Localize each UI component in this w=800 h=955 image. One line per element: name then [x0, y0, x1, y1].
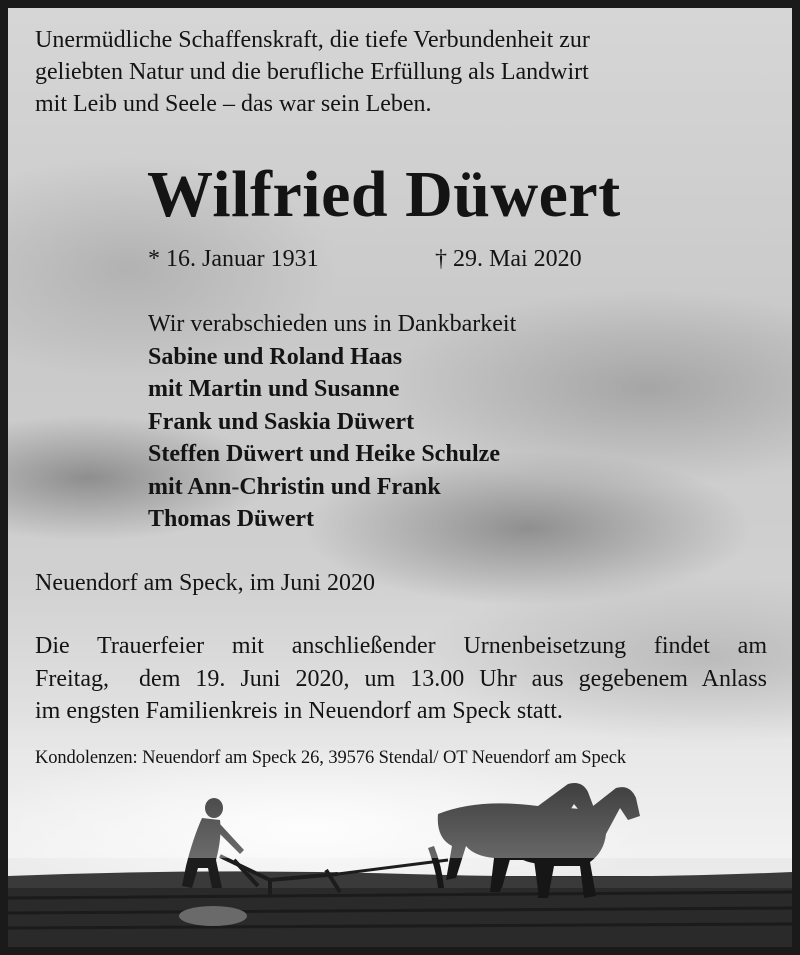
intro-line: geliebten Natur und die berufliche Erfüllung als Landwirt — [35, 59, 589, 85]
farewell-line: Wir verabschieden uns in Dankbarkeit — [148, 311, 517, 337]
death-date: † 29. Mai 2020 — [435, 246, 582, 272]
funeral-line: Freitag, dem 19. Juni 2020, um 13.00 Uhr aus gegebenem Anlass — [35, 665, 767, 692]
funeral-line: Die Trauerfeier mit anschließender Urnenbeisetzung findet am — [35, 633, 767, 659]
mourner-name: mit Martin und Susanne — [148, 376, 400, 402]
birth-date: * 16. Januar 1931 — [148, 246, 319, 272]
funeral-line: im engsten Familienkreis in Neuendorf am Speck statt. — [35, 698, 563, 724]
mourners-list — [148, 308, 516, 536]
deceased-name: Wilfried Düwert — [147, 158, 621, 231]
condolence-address: Kondolenzen: Neuendorf am Speck 26, 39576 Stendal/ OT Neuendorf am Speck — [35, 748, 626, 768]
mourner-name: Frank und Saskia Düwert — [148, 408, 415, 435]
mourner-name: mit Ann-Christin und Frank — [148, 473, 441, 500]
intro-line: mit Leib und Seele – das war sein Leben. — [35, 91, 432, 117]
place-and-date: Neuendorf am Speck, im Juni 2020 — [35, 570, 375, 596]
funeral-details — [35, 630, 767, 728]
intro-text — [35, 24, 755, 120]
mourner-name: Thomas Düwert — [148, 506, 314, 532]
intro-line: Unermüdliche Schaffenskraft, die tiefe Verbundenheit zur — [35, 27, 590, 53]
mourner-name: Sabine und Roland Haas — [148, 343, 403, 370]
mourner-name: Steffen Düwert und Heike Schulze — [148, 441, 500, 467]
